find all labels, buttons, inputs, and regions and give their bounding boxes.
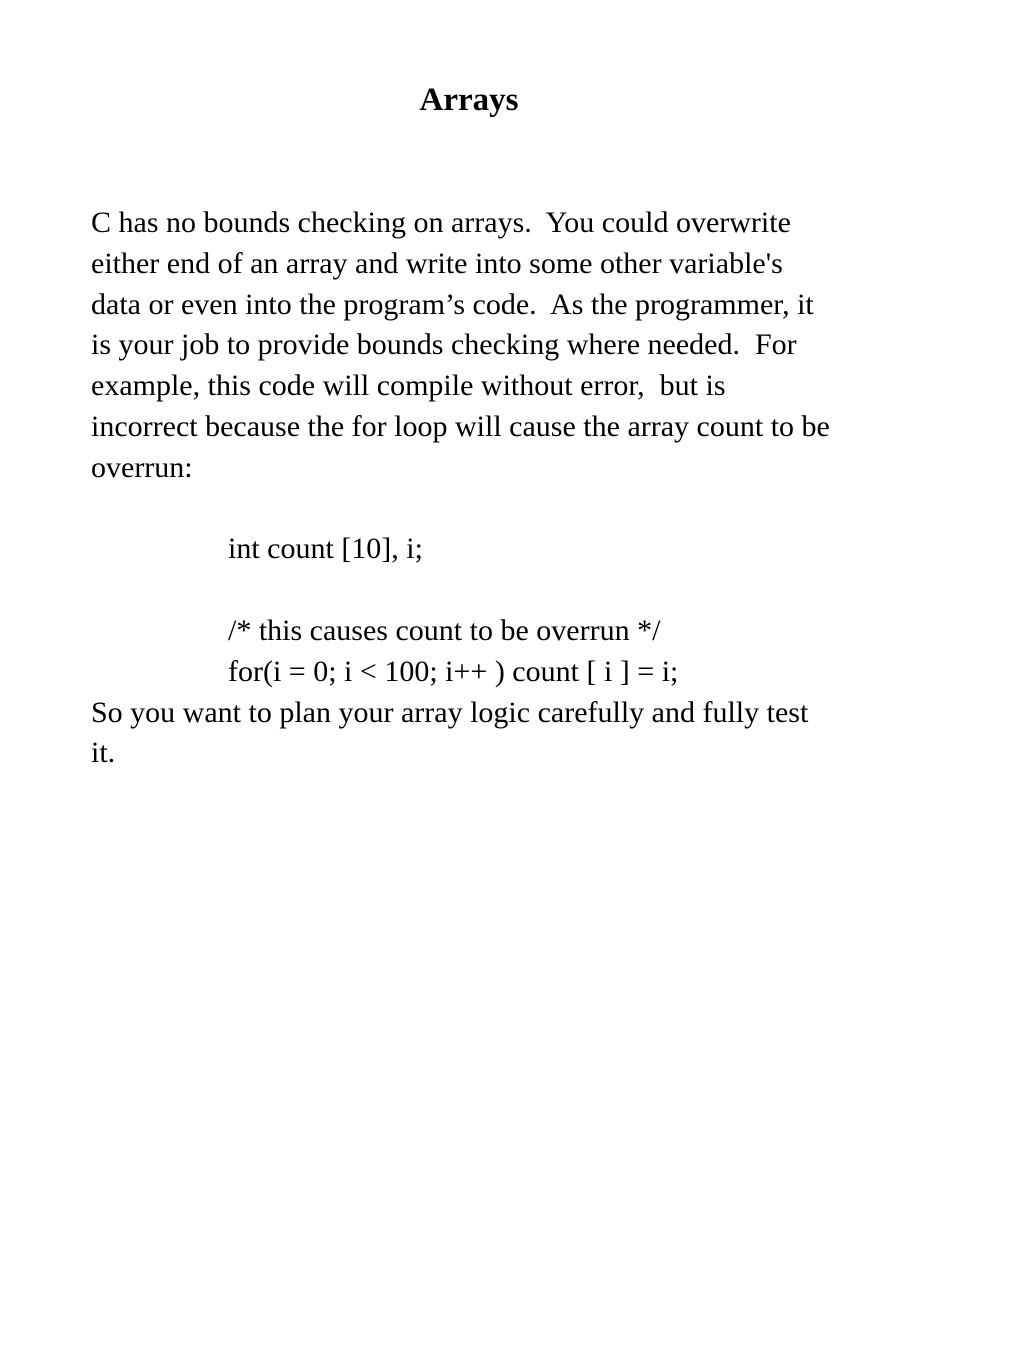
page-title: Arrays <box>419 82 519 118</box>
code-comment: /* this causes count to be overrun */ <box>228 613 661 647</box>
paragraph-line-6: incorrect because the for loop will cause the array count to be <box>91 409 830 443</box>
closing-line-2: it. <box>91 736 116 770</box>
paragraph-line-4: is your job to provide bounds checking where needed. For <box>91 328 797 362</box>
paragraph-line-5: example, this code will compile without error, but is <box>91 369 726 403</box>
code-declaration: int count [10], i; <box>228 532 423 566</box>
paragraph-line-1: C has no bounds checking on arrays. You could overwrite <box>91 206 791 239</box>
paragraph-line-2: either end of an array and write into some other variable's <box>91 246 783 280</box>
spacer <box>91 489 951 530</box>
paragraph-line-3: data or even into the program’s code. As the programmer, it <box>91 287 814 321</box>
closing-line-1: So you want to plan your array logic carefully and fully test <box>91 695 809 729</box>
code-loop: for(i = 0; i < 100; i++ ) count [ i ] = i; <box>228 654 679 688</box>
body-text <box>91 203 951 774</box>
spacer <box>91 570 951 611</box>
paragraph-line-7: overrun: <box>91 450 193 484</box>
